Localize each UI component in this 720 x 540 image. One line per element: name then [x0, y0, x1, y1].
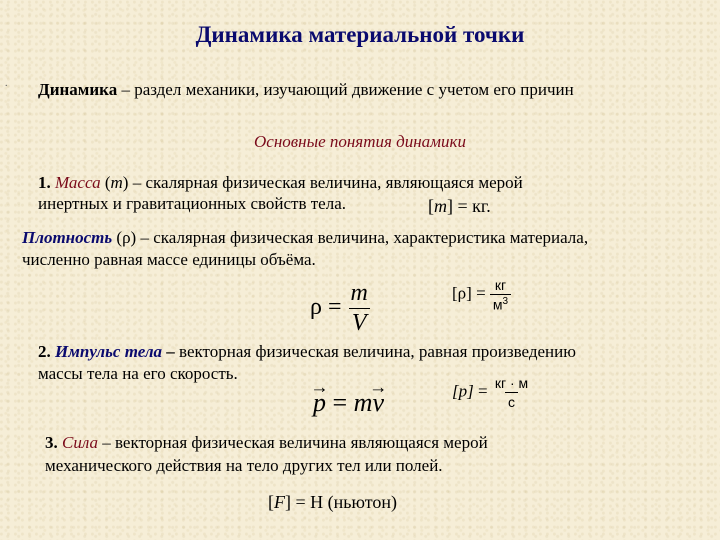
mass-line-1: [38, 173, 523, 193]
mass-unit-rbracket: ]: [447, 196, 453, 216]
mass-line-2: инертных и гравитационных свойств тела.: [38, 194, 347, 213]
density-unit-eq: =: [471, 283, 486, 303]
mass-text-1: – скалярная физическая величина, являющаяся мерой: [128, 173, 523, 192]
definition-line: [38, 80, 574, 100]
density-formula-fraction: [348, 280, 371, 337]
page-title: Динамика материальной точки: [195, 22, 525, 47]
force-unit-lbracket: [: [268, 492, 274, 512]
force-line-2: механического действия на тело других тел или полей.: [45, 456, 443, 475]
mass-symbol-open: (: [100, 173, 111, 192]
density-unit-den: м: [492, 296, 503, 313]
momentum-term: Импульс тела: [55, 342, 163, 361]
density-unit-num: кг: [494, 277, 507, 293]
momentum-unit: [452, 375, 531, 410]
momentum-unit-fraction: [492, 375, 531, 410]
momentum-unit-eq: =: [473, 381, 488, 401]
force-unit-rbracket: ]: [285, 492, 291, 512]
density-formula-den: V: [349, 308, 370, 337]
momentum-text-1: векторная физическая величина, равная произведению: [174, 342, 576, 361]
momentum-formula-m: m: [353, 388, 373, 417]
momentum-formula: [313, 388, 384, 418]
momentum-formula-p: → p: [313, 388, 326, 418]
force-unit-formula: [268, 492, 397, 513]
density-text-1: – скалярная физическая величина, характеристика материала,: [136, 228, 589, 247]
corner-mark: .: [5, 78, 8, 89]
mass-term: Масса: [55, 173, 101, 192]
force-unit-value: = Н (ньютон): [291, 492, 397, 512]
momentum-dash: –: [162, 342, 175, 361]
momentum-formula-eq: =: [326, 388, 354, 417]
density-line-1: [22, 228, 588, 248]
mass-symbol: m: [110, 173, 123, 192]
density-line-2: численно равная массе единицы объёма.: [22, 250, 316, 269]
mass-unit-value: = кг.: [453, 196, 491, 216]
mass-unit-formula: [428, 196, 491, 217]
density-symbol: (ρ): [112, 228, 137, 247]
density-unit-power: 3: [502, 296, 509, 307]
momentum-line-1: [38, 342, 576, 362]
force-line-1: [45, 433, 488, 453]
density-unit-lhs: [ρ]: [452, 283, 472, 303]
density-unit-fraction: [490, 277, 511, 313]
force-unit-symbol: F: [274, 492, 285, 512]
density-unit-den-wrap: [490, 294, 511, 313]
density-formula: [310, 280, 371, 337]
definition-text: – раздел механики, изучающий движение с учетом его причин: [117, 80, 574, 99]
mass-number: 1.: [38, 173, 51, 192]
density-formula-lhs: ρ: [310, 294, 322, 321]
force-term: Сила: [62, 433, 98, 452]
density-term: Плотность: [22, 228, 113, 247]
force-number: 3.: [45, 433, 58, 452]
mass-symbol-close: ): [122, 173, 129, 192]
momentum-unit-lhs: [p]: [452, 381, 474, 401]
section-subtitle: Основные понятия динамики: [254, 132, 466, 151]
density-formula-num: m: [350, 280, 368, 306]
momentum-unit-num: кг · м: [494, 375, 529, 391]
mass-unit-symbol: m: [434, 196, 447, 216]
definition-term: Динамика: [38, 80, 118, 99]
density-unit: [452, 277, 511, 313]
momentum-line-2: массы тела на его скорость.: [38, 364, 238, 383]
momentum-unit-den: с: [505, 392, 518, 410]
momentum-number: 2.: [38, 342, 51, 361]
force-text-1: – векторная физическая величина являющаяся мерой: [97, 433, 488, 452]
density-formula-eq: =: [321, 294, 342, 321]
momentum-formula-v: → v: [372, 388, 384, 418]
mass-unit-lbracket: [: [428, 196, 434, 216]
